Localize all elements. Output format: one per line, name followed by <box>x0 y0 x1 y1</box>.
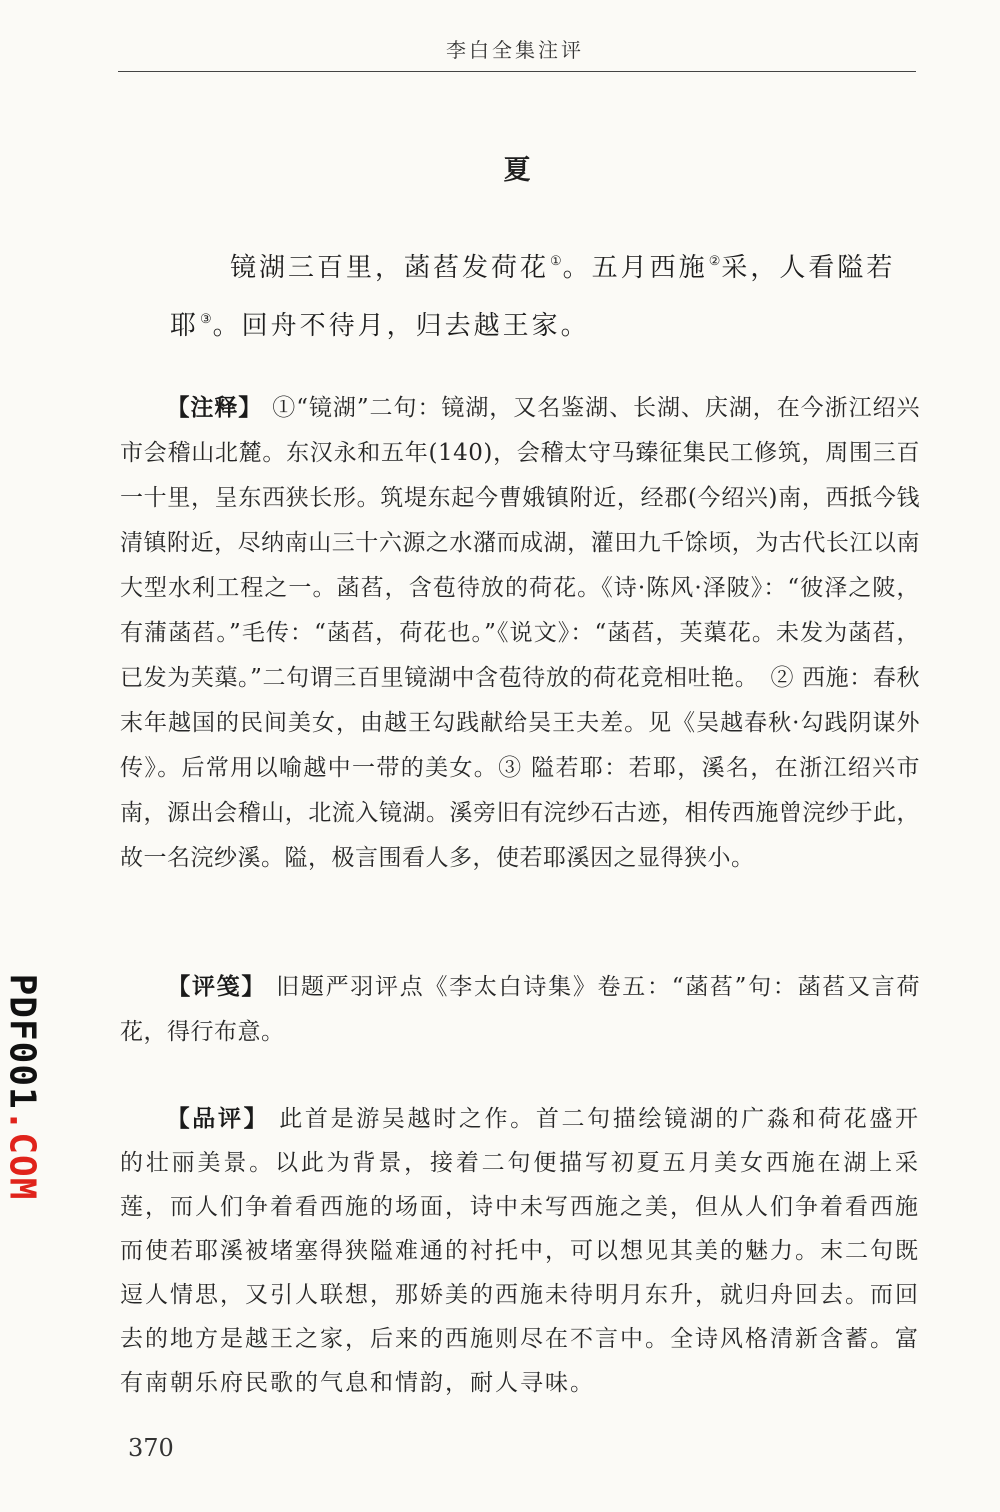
watermark-text <box>2 974 43 1201</box>
poem-title: 夏 <box>503 155 531 186</box>
poem-text: 。回舟不待月，归去越王家。 <box>212 311 590 341</box>
poem-line-1 <box>120 236 920 294</box>
poem-text: 镜湖三百里，菡萏发荷花 <box>230 253 550 283</box>
watermark-part-1: PDF001 <box>1 973 43 1110</box>
footnote-mark-1: ① <box>550 254 562 269</box>
footnote-mark-2: ② <box>708 254 721 269</box>
review-section <box>120 1097 920 1405</box>
header-rule <box>118 71 916 72</box>
review-text: 此首是游吴越时之作。首二句描绘镜湖的广淼和荷花盛开的壮丽美景。以此为背景，接着二句便描写初夏五月美女西施在湖上采莲，而人们争着看西施的场面，诗中未写西施之美，但从人们争着看西施而使若耶溪被堵塞得狭隘难通的衬托中，可以想见其美的魅力。末二句既逗人情思，又引人联想，那娇美的西施未待明月东升，就归舟回去。而回去的地方是越王之家，后来的西施则尽在不言中。全诗风格清新含蓄。富有南朝乐府民歌的气息和情韵，耐人寻味。 <box>120 1106 921 1396</box>
commentary-section <box>120 964 920 1055</box>
review-label: 【品评】 <box>166 1105 270 1132</box>
commentary-text: 旧题严羽评点《李太白诗集》卷五：“菡萏”句：菡萏又言荷花，得行布意。 <box>120 974 920 1045</box>
watermark-part-2: .COM <box>1 1109 43 1201</box>
footnote-mark-3: ③ <box>200 312 212 327</box>
page-number: 370 <box>128 1434 174 1462</box>
poem-line-2 <box>120 294 920 352</box>
poem-text: 。五月西施 <box>562 253 708 283</box>
poem-body <box>120 236 920 352</box>
watermark <box>2 962 42 1212</box>
notes-text: ①“镜湖”二句：镜湖，又名鉴湖、长湖、庆湖，在今浙江绍兴市会稽山北麓。东汉永和五年(140)，会稽太守马臻征集民工修筑，周围三百一十里，呈东西狭长形。筑堤东起今曹娥镇附近，经郡(今绍兴)南，西抵今钱清镇附近，尽纳南山三十六源之水潴而成湖，灌田九千馀顷，为古代长江以南大型水利工程之一。菡萏，含苞待放的荷花。《诗·陈风·泽陂》：“彼泽之陂，有蒲菡萏。”毛传：“菡萏，荷花也。”《说文》：“菡萏，芙蕖花。未发为菡萏，已发为芙蕖。”二句谓三百里镜湖中含苞待放的荷花竞相吐艳。 ② 西施：春秋末年越国的民间美女，由越王勾践献给吴王夫差。见《吴越春秋·勾践阴谋外传》。后常用以喻越中一带的美女。③ 隘若耶：若耶，溪名，在浙江绍兴市南，源出会稽山，北流入镜湖。溪旁旧有浣纱石古迹，相传西施曾浣纱于此，故一名浣纱溪。隘，极言围看人多，使若耶溪因之显得狭小。 <box>120 395 920 871</box>
notes-section <box>120 385 920 881</box>
poem-text: 采，人看隘若 <box>721 253 896 283</box>
commentary-label: 【评笺】 <box>166 973 267 1000</box>
running-header: 李白全集注评 <box>446 38 584 62</box>
notes-label: 【注释】 <box>166 394 263 421</box>
poem-text: 耶 <box>170 311 200 341</box>
